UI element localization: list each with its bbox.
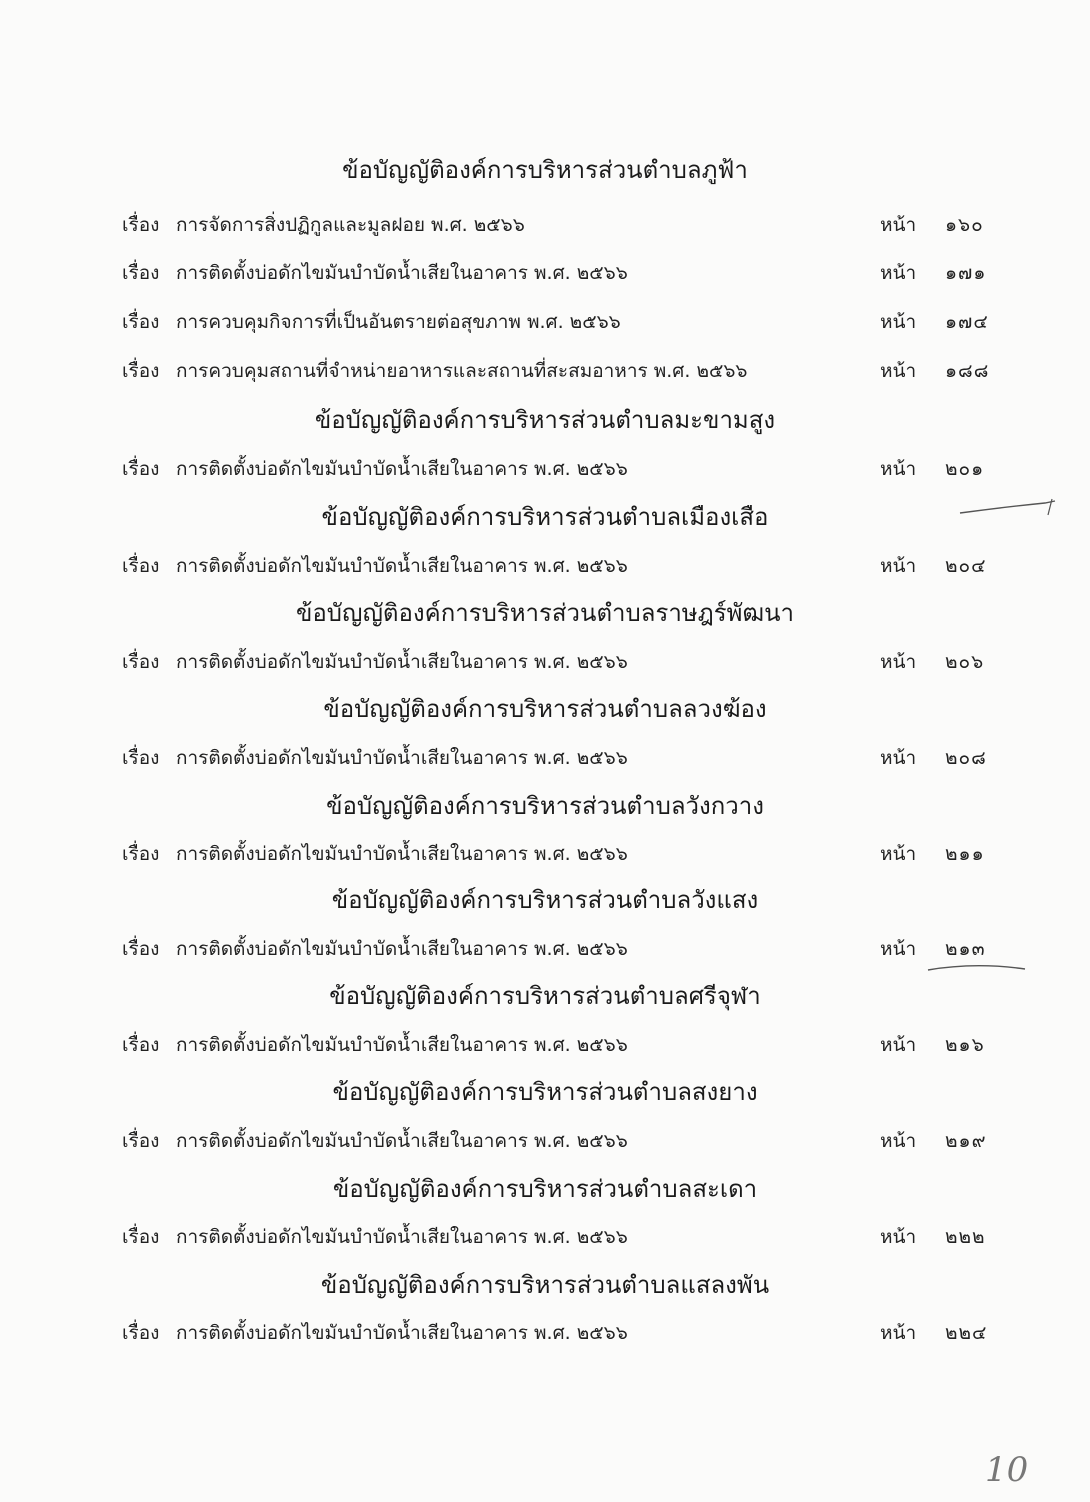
toc-entry — [0, 551, 1090, 585]
section-heading: ข้อบัญญัติองค์การบริหารส่วนตำบลศรีจุฬา — [329, 982, 761, 1010]
toc-entry — [0, 258, 1090, 292]
page-number: ๒๐๑ — [945, 458, 985, 480]
toc-entry — [0, 356, 1090, 390]
page-label: หน้า — [880, 555, 917, 577]
page-number: ๒๐๖ — [945, 651, 985, 673]
entry-label: เรื่อง — [122, 747, 160, 769]
section-heading: ข้อบัญญัติองค์การบริหารส่วนตำบลภูฟ้า — [342, 156, 748, 184]
entry-label: เรื่อง — [122, 311, 160, 333]
section-heading: ข้อบัญญัติองค์การบริหารส่วนตำบลวังกวาง — [326, 792, 764, 820]
page-number: ๑๗๔ — [945, 311, 989, 333]
page-label: หน้า — [880, 938, 917, 960]
page-label: หน้า — [880, 747, 917, 769]
entry-title: การติดตั้งบ่อดักไขมันบำบัดน้ำเสียในอาคาร พ.ศ. ๒๕๖๖ — [176, 938, 628, 960]
page-label: หน้า — [880, 360, 917, 382]
toc-entry — [0, 839, 1090, 873]
page-label: หน้า — [880, 1226, 917, 1248]
entry-title: การติดตั้งบ่อดักไขมันบำบัดน้ำเสียในอาคาร พ.ศ. ๒๕๖๖ — [176, 458, 628, 480]
page-number: ๒๐๘ — [945, 747, 987, 769]
entry-label: เรื่อง — [122, 214, 160, 236]
page-number: ๒๐๔ — [945, 555, 987, 577]
page-label: หน้า — [880, 651, 917, 673]
section-heading: ข้อบัญญัติองค์การบริหารส่วนตำบลราษฎร์พัฒนา — [295, 599, 795, 627]
page-number: ๑๖๐ — [945, 214, 984, 236]
page-label: หน้า — [880, 1034, 917, 1056]
page-number: ๒๒๒ — [945, 1226, 986, 1248]
handwritten-page-mark: 10 — [985, 1450, 1029, 1490]
toc-entry — [0, 743, 1090, 777]
toc-entry — [0, 1318, 1090, 1352]
toc-entry — [0, 647, 1090, 681]
entry-label: เรื่อง — [122, 1226, 160, 1248]
section-heading: ข้อบัญญัติองค์การบริหารส่วนตำบลมะขามสูง — [314, 406, 776, 434]
entry-title: การควบคุมกิจการที่เป็นอันตรายต่อสุขภาพ พ.ศ. ๒๕๖๖ — [176, 311, 621, 333]
page-number: ๒๒๔ — [945, 1322, 988, 1344]
page-number: ๒๑๙ — [945, 1130, 987, 1152]
entry-title: การติดตั้งบ่อดักไขมันบำบัดน้ำเสียในอาคาร พ.ศ. ๒๕๖๖ — [176, 1130, 628, 1152]
section-heading: ข้อบัญญัติองค์การบริหารส่วนตำบลลวงฆ้อง — [323, 695, 767, 723]
toc-entry — [0, 454, 1090, 488]
entry-title: การติดตั้งบ่อดักไขมันบำบัดน้ำเสียในอาคาร พ.ศ. ๒๕๖๖ — [176, 1322, 628, 1344]
entry-title: การติดตั้งบ่อดักไขมันบำบัดน้ำเสียในอาคาร พ.ศ. ๒๕๖๖ — [176, 1034, 628, 1056]
entry-label: เรื่อง — [122, 1322, 160, 1344]
page-label: หน้า — [880, 311, 917, 333]
page-number: ๒๑๖ — [945, 1034, 985, 1056]
toc-entry — [0, 307, 1090, 341]
page-label: หน้า — [880, 262, 917, 284]
entry-label: เรื่อง — [122, 360, 160, 382]
entry-title: การติดตั้งบ่อดักไขมันบำบัดน้ำเสียในอาคาร พ.ศ. ๒๕๖๖ — [176, 262, 628, 284]
entry-label: เรื่อง — [122, 458, 160, 480]
toc-entry — [0, 1222, 1090, 1256]
page-label: หน้า — [880, 1322, 917, 1344]
section-heading: ข้อบัญญัติองค์การบริหารส่วนตำบลแสลงพัน — [320, 1271, 770, 1299]
section-heading: ข้อบัญญัติองค์การบริหารส่วนตำบลวังแสง — [331, 886, 759, 914]
entry-title: การติดตั้งบ่อดักไขมันบำบัดน้ำเสียในอาคาร พ.ศ. ๒๕๖๖ — [176, 747, 628, 769]
section-heading: ข้อบัญญัติองค์การบริหารส่วนตำบลเมืองเสือ — [321, 503, 769, 531]
page-label: หน้า — [880, 843, 917, 865]
page-number: ๒๑๑ — [945, 843, 985, 865]
toc-entry — [0, 210, 1090, 244]
entry-title: การติดตั้งบ่อดักไขมันบำบัดน้ำเสียในอาคาร พ.ศ. ๒๕๖๖ — [176, 843, 628, 865]
entry-title: การจัดการสิ่งปฏิกูลและมูลฝอย พ.ศ. ๒๕๖๖ — [176, 214, 525, 236]
entry-label: เรื่อง — [122, 555, 160, 577]
toc-entry — [0, 1126, 1090, 1160]
page-label: หน้า — [880, 458, 917, 480]
page-number: ๑๗๑ — [945, 262, 987, 284]
entry-label: เรื่อง — [122, 262, 160, 284]
pen-stroke-mark — [955, 495, 1065, 525]
entry-label: เรื่อง — [122, 1034, 160, 1056]
entry-title: การติดตั้งบ่อดักไขมันบำบัดน้ำเสียในอาคาร พ.ศ. ๒๕๖๖ — [176, 555, 628, 577]
page-number: ๒๑๓ — [945, 938, 986, 960]
entry-label: เรื่อง — [122, 651, 160, 673]
entry-label: เรื่อง — [122, 843, 160, 865]
underline-stroke-mark — [925, 958, 1035, 978]
entry-label: เรื่อง — [122, 1130, 160, 1152]
page-label: หน้า — [880, 1130, 917, 1152]
entry-label: เรื่อง — [122, 938, 160, 960]
section-heading: ข้อบัญญัติองค์การบริหารส่วนตำบลสะเดา — [332, 1175, 758, 1203]
page-number: ๑๘๘ — [945, 360, 990, 382]
page-label: หน้า — [880, 214, 917, 236]
toc-entry — [0, 1030, 1090, 1064]
entry-title: การติดตั้งบ่อดักไขมันบำบัดน้ำเสียในอาคาร พ.ศ. ๒๕๖๖ — [176, 1226, 628, 1248]
section-heading: ข้อบัญญัติองค์การบริหารส่วนตำบลสงยาง — [332, 1078, 758, 1106]
entry-title: การติดตั้งบ่อดักไขมันบำบัดน้ำเสียในอาคาร พ.ศ. ๒๕๖๖ — [176, 651, 628, 673]
entry-title: การควบคุมสถานที่จำหน่ายอาหารและสถานที่สะสมอาหาร พ.ศ. ๒๕๖๖ — [176, 360, 748, 382]
